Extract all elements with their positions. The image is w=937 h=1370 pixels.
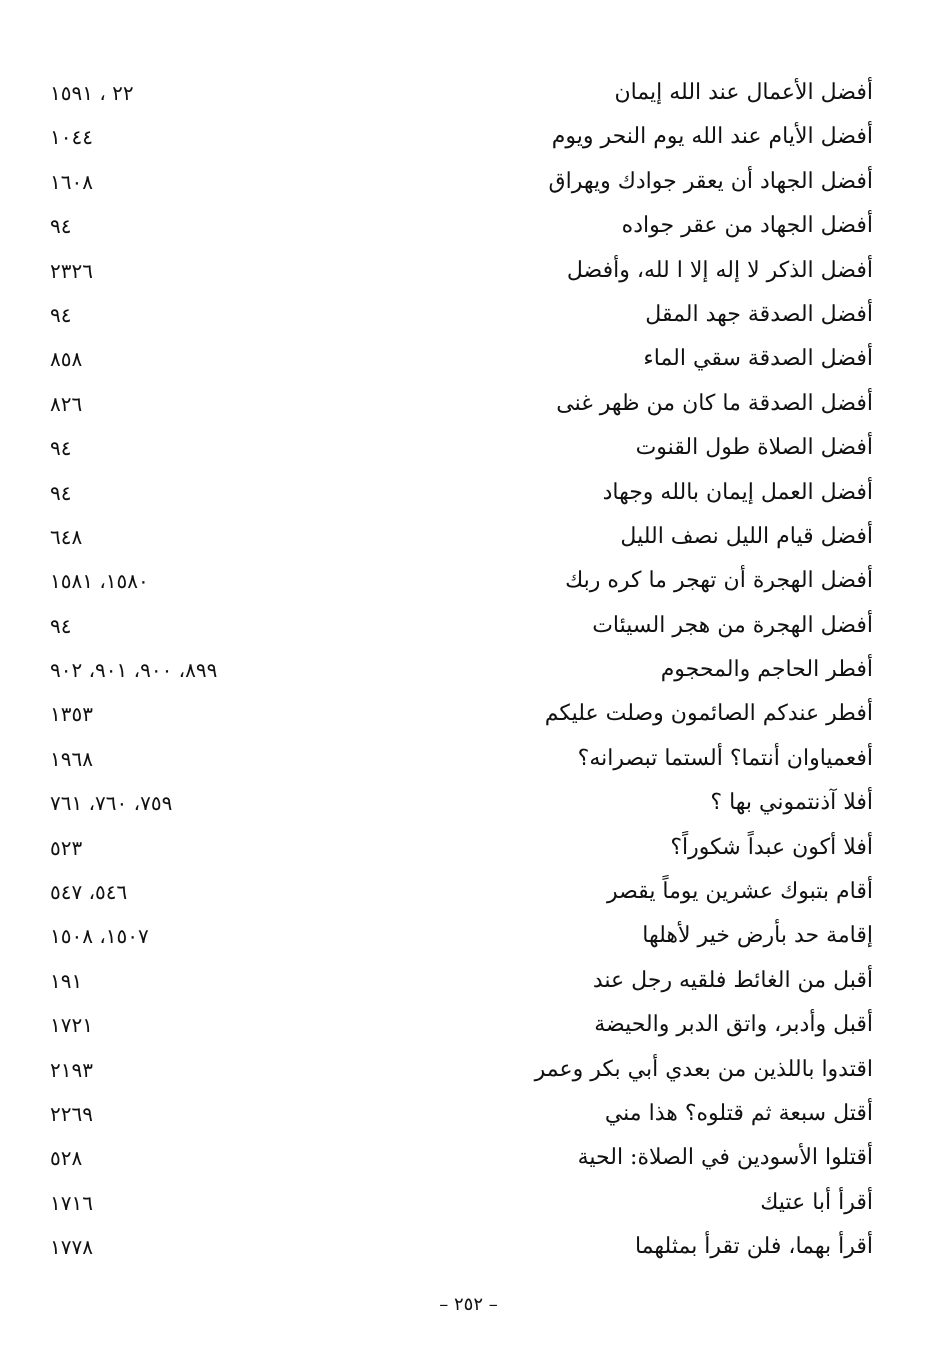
entry-references: ١٠٤٤ [50, 125, 93, 150]
entry-phrase: اقتدوا باللذين من بعدي أبي بكر وعمر [534, 1056, 873, 1082]
entry-references: ٩٤ [50, 480, 72, 505]
index-entry [0, 250, 937, 294]
index-entry [0, 649, 937, 693]
entry-references: ١٧٧٨ [50, 1235, 93, 1260]
entry-phrase: أفضل الصدقة جهد المقل [645, 301, 873, 327]
entry-phrase: أقتل سبعة ثم قتلوه؟ هذا مني [604, 1100, 873, 1126]
entry-phrase: أفضل الأعمال عند الله إيمان [614, 80, 873, 105]
hadith-index-list [0, 72, 937, 1271]
entry-references: ٨٥٨ [50, 347, 83, 372]
index-entry [0, 827, 937, 871]
index-entry [0, 161, 937, 205]
entry-references: ١٩١ [50, 968, 83, 993]
entry-phrase: أفعمياوان أنتما؟ ألستما تبصرانه؟ [577, 745, 873, 771]
entry-references: ١٧١٦ [50, 1190, 93, 1215]
entry-phrase: أقبل وأدبر، واتق الدبر والحيضة [594, 1012, 873, 1038]
index-entry [0, 472, 937, 516]
index-entry [0, 871, 937, 915]
entry-phrase: أقام بتبوك عشرين يوماً يقصر [606, 879, 873, 905]
entry-references: ٨٩٩، ٩٠٠، ٩٠١، ٩٠٢ [50, 658, 218, 683]
entry-phrase: أقرأ بهما، فلن تقرأ بمثلهما [634, 1234, 873, 1260]
entry-references: ١٧٢١ [50, 1013, 93, 1038]
entry-phrase: أفضل الأيام عند الله يوم النحر ويوم [551, 124, 873, 150]
entry-phrase: أفضل الهجرة من هجر السيئات [592, 612, 873, 638]
entry-phrase: أفضل الجهاد من عقر جواده [621, 213, 873, 239]
index-entry [0, 915, 937, 959]
index-entry [0, 782, 937, 826]
index-entry [0, 116, 937, 160]
index-entry [0, 1093, 937, 1137]
entry-references: ٦٤٨ [50, 524, 83, 549]
index-entry [0, 516, 937, 560]
entry-references: ٢٣٢٦ [50, 258, 93, 283]
entry-references: ٢٢٦٩ [50, 1101, 93, 1126]
entry-phrase: أفضل قيام الليل نصف الليل [620, 523, 873, 549]
index-entry [0, 560, 937, 604]
entry-references: ١٩٦٨ [50, 746, 93, 771]
page-number: – ٢٥٢ – [439, 1294, 498, 1315]
entry-references: ٢٢ ، ١٥٩١ [50, 81, 134, 105]
entry-references: ٩٤ [50, 436, 72, 461]
index-entry [0, 383, 937, 427]
index-entry [0, 1137, 937, 1181]
entry-references: ١٣٥٣ [50, 702, 93, 727]
index-entry [0, 605, 937, 649]
entry-references: ٥٤٦، ٥٤٧ [50, 880, 128, 905]
entry-phrase: أفضل الصلاة طول القنوت [635, 435, 873, 461]
index-entry [0, 72, 937, 116]
entry-references: ١٥٠٧، ١٥٠٨ [50, 924, 149, 949]
index-entry [0, 294, 937, 338]
entry-references: ١٥٨٠، ١٥٨١ [50, 569, 149, 594]
entry-phrase: أفطر الحاجم والمحجوم [660, 657, 873, 683]
entry-phrase: أفضل الصدقة سقي الماء [643, 346, 873, 372]
entry-phrase: إقامة حد بأرض خير لأهلها [642, 923, 873, 949]
entry-references: ٨٢٦ [50, 391, 83, 416]
entry-references: ١٦٠٨ [50, 169, 93, 194]
entry-references: ٩٤ [50, 302, 72, 327]
entry-phrase: أفطر عندكم الصائمون وصلت عليكم [544, 701, 873, 727]
entry-references: ٥٢٨ [50, 1146, 83, 1171]
index-entry [0, 338, 937, 382]
entry-phrase: أفضل الهجرة أن تهجر ما كره ربك [565, 568, 873, 594]
entry-references: ٩٤ [50, 613, 72, 638]
index-entry [0, 205, 937, 249]
entry-references: ٧٥٩، ٧٦٠، ٧٦١ [50, 791, 173, 816]
entry-phrase: أفلا آذنتموني بها ؟ [710, 790, 873, 816]
index-entry [0, 738, 937, 782]
index-entry [0, 960, 937, 1004]
entry-phrase: أفضل الذكر لا إله إلا ا لله، وأفضل [566, 257, 873, 283]
entry-phrase: أفضل العمل إيمان بالله وجهاد [602, 479, 873, 505]
entry-phrase: أقبل من الغائط فلقيه رجل عند [592, 967, 873, 993]
index-entry [0, 1004, 937, 1048]
index-entry [0, 693, 937, 737]
entry-references: ٩٤ [50, 214, 72, 239]
index-entry [0, 1049, 937, 1093]
entry-references: ٥٢٣ [50, 835, 83, 860]
index-entry [0, 1226, 937, 1270]
entry-phrase: أفضل الصدقة ما كان من ظهر غنى [556, 390, 873, 416]
index-entry [0, 1182, 937, 1226]
entry-phrase: أقتلوا الأسودين في الصلاة: الحية [577, 1145, 873, 1171]
index-entry [0, 427, 937, 471]
entry-phrase: أقرأ أبا عتيك [760, 1189, 873, 1215]
entry-phrase: أفلا أكون عبداً شكوراً؟ [670, 834, 873, 860]
entry-phrase: أفضل الجهاد أن يعقر جوادك ويهراق [548, 168, 873, 194]
entry-references: ٢١٩٣ [50, 1057, 93, 1082]
